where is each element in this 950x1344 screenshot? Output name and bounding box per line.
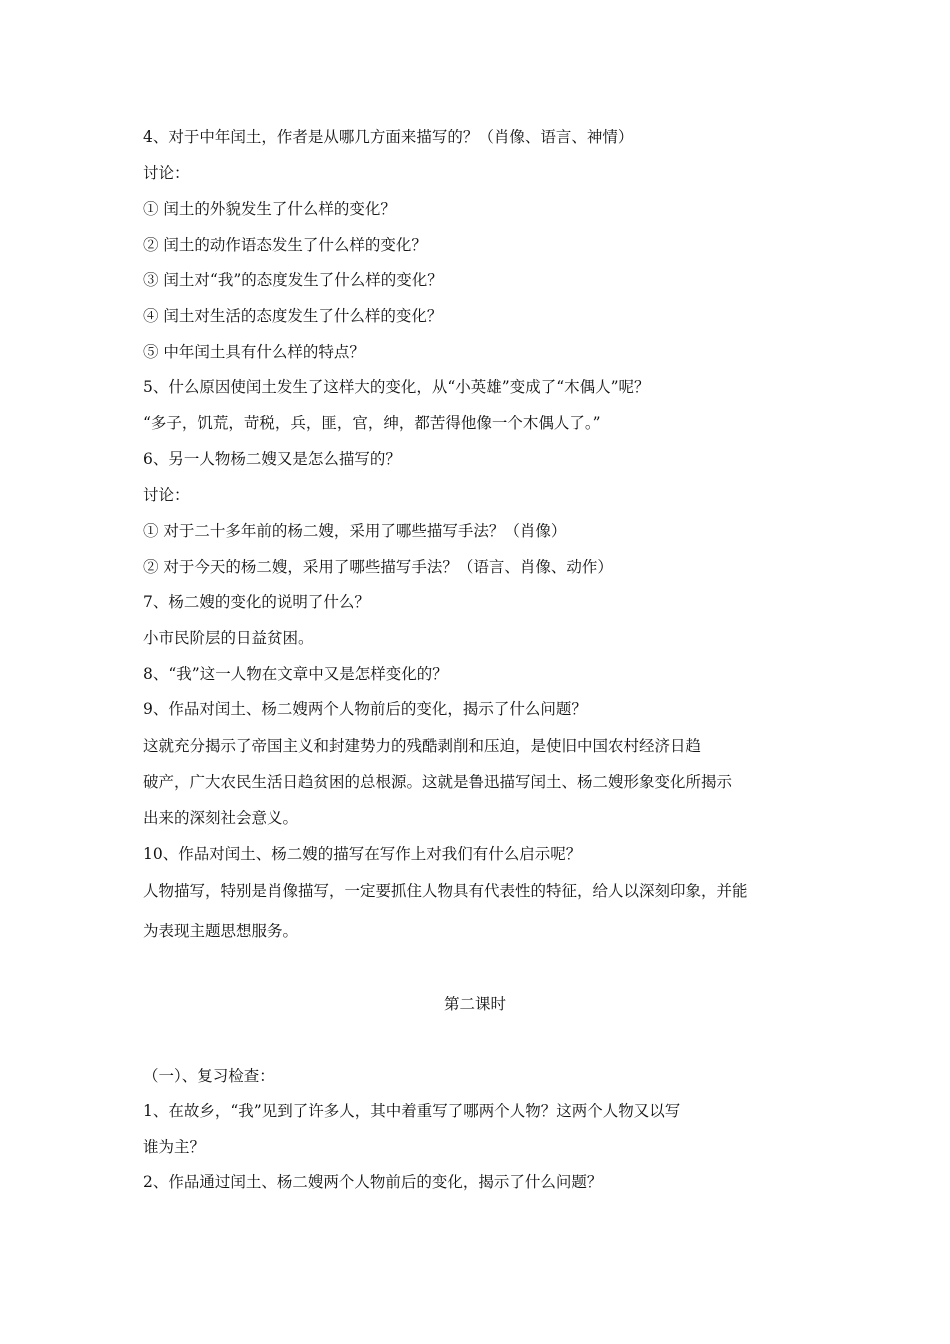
sub-question-3: ③ 闰土对“我”的态度发生了什么样的变化？ [143, 271, 443, 289]
review-heading: （一）、复习检查： [143, 1067, 275, 1085]
question-7: 7、杨二嫂的变化的说明了什么？ [143, 593, 370, 611]
question-10: 10、作品对闰土、杨二嫂的描写在写作上对我们有什么启示呢？ [143, 845, 582, 863]
discussion-label: 讨论： [143, 164, 190, 182]
answer-10-line: 人物描写，特别是肖像描写，一定要抓住人物具有代表性的特征，给人以深刻印象，并能 [143, 882, 748, 900]
sub-question-2: ② 闰土的动作语态发生了什么样的变化？ [143, 236, 427, 254]
review-question-1: 1、在故乡，“我”见到了许多人，其中着重写了哪两个人物？这两个人物又以写 [143, 1102, 681, 1120]
answer-9-line: 破产，广大农民生活日趋贫困的总根源。这就是鲁迅描写闰土、杨二嫂形象变化所揭示 [143, 773, 733, 791]
question-9: 9、作品对闰土、杨二嫂两个人物前后的变化，揭示了什么问题？ [143, 700, 587, 718]
question-5: 5、什么原因使闰土发生了这样大的变化，从“小英雄”变成了“木偶人”呢？ [143, 378, 650, 396]
discussion-label: 讨论： [143, 486, 190, 504]
sub-question-4: ④ 闰土对生活的态度发生了什么样的变化？ [143, 307, 443, 325]
answer-7: 小市民阶层的日益贫困。 [143, 629, 314, 647]
answer-5: “多子，饥荒，苛税，兵，匪，官，绅，都苦得他像一个木偶人了。” [143, 414, 601, 432]
review-question-1-cont: 谁为主？ [143, 1138, 206, 1156]
answer-9-line: 出来的深刻社会意义。 [143, 809, 299, 827]
question-4: 4、对于中年闰土，作者是从哪几方面来描写的？（肖像、语言、神情） [143, 128, 634, 146]
sub-question-1: ① 闰土的外貌发生了什么样的变化？ [143, 200, 396, 218]
answer-9-line: 这就充分揭示了帝国主义和封建势力的残酷剥削和压迫，是使旧中国农村经济日趋 [143, 737, 702, 755]
sub-question-2: ② 对于今天的杨二嫂，采用了哪些描写手法？（语言、肖像、动作） [143, 558, 613, 576]
answer-10-line: 为表现主题思想服务。 [143, 922, 299, 940]
question-8: 8、“我”这一人物在文章中又是怎样变化的？ [143, 665, 448, 683]
question-6: 6、另一人物杨二嫂又是怎么描写的？ [143, 450, 401, 468]
review-question-2: 2、作品通过闰土、杨二嫂两个人物前后的变化，揭示了什么问题？ [143, 1173, 603, 1191]
sub-question-5: ⑤ 中年闰土具有什么样的特点？ [143, 343, 365, 361]
sub-question-1: ① 对于二十多年前的杨二嫂，采用了哪些描写手法？（肖像） [143, 522, 567, 540]
section-title: 第二课时 [443, 995, 506, 1013]
